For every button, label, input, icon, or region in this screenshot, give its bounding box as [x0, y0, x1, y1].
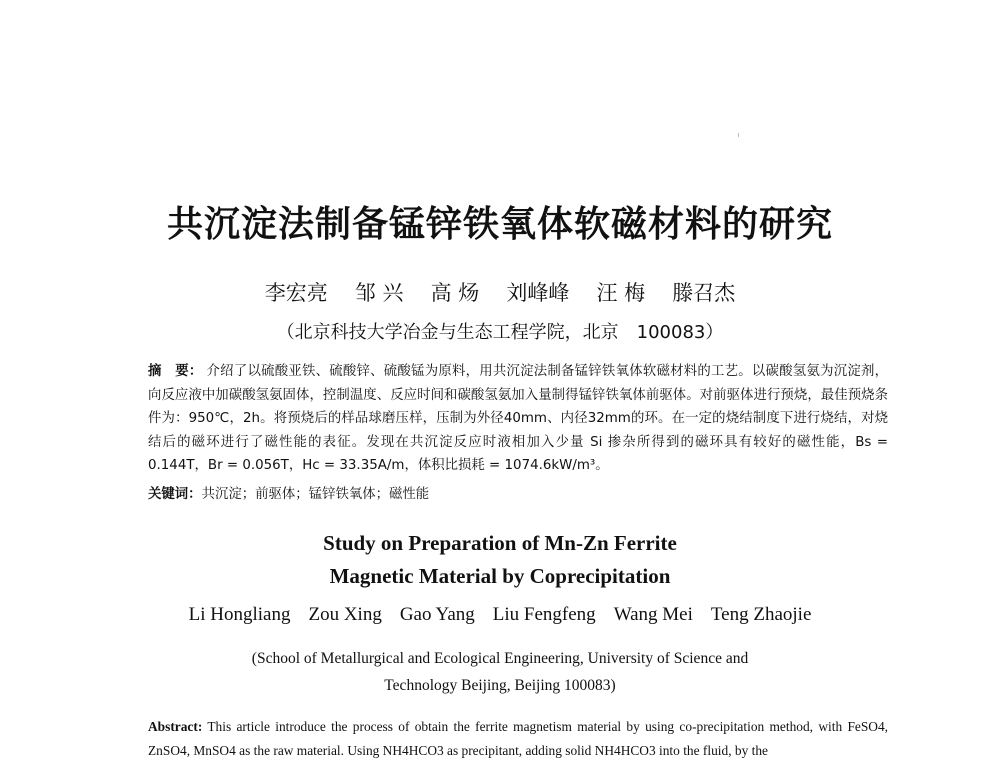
author-en-5: Wang Mei	[613, 604, 693, 625]
author-cn-4: 刘峰峰	[506, 281, 570, 305]
author-cn-2: 邹 兴	[354, 281, 404, 305]
author-cn-3: 高 炀	[430, 281, 480, 305]
authors-english	[0, 604, 1000, 626]
author-en-3: Gao Yang	[399, 604, 475, 625]
keywords-cn-label: 关键词：	[148, 487, 202, 502]
author-en-4: Liu Fengfeng	[492, 604, 596, 625]
abstract-en-text: This article introduce the process of obtain the ferrite magnetism material by using co-precipitation method, with FeSO4, ZnSO4, MnSO4 as the raw material. Using NH4HCO3 as precipitant, adding solid NH4HCO3 into the fluid, by the	[148, 719, 888, 758]
authors-chinese	[0, 277, 1000, 307]
affiliation-en-line-2: Technology Beijing, Beijing 100083)	[384, 677, 616, 694]
abstract-english	[148, 715, 888, 763]
abstract-cn-label: 摘 要：	[148, 364, 203, 379]
abstract-chinese	[148, 360, 888, 478]
author-cn-6: 滕召杰	[672, 281, 736, 305]
title-chinese: 共沉淀法制备锰锌铁氧体软磁材料的研究	[166, 204, 833, 245]
title-en-line-1: Study on Preparation of Mn-Zn Ferrite	[323, 531, 677, 555]
author-cn-1: 李宏亮	[264, 281, 328, 305]
abstract-cn-text: 介绍了以硫酸亚铁、硫酸锌、硫酸锰为原料，用共沉淀法制备锰锌铁氧体软磁材料的工艺。以碳酸氢氨为沉淀剂，向反应液中加碳酸氢氨固体，控制温度、反应时间和碳酸氢氨加入量制得锰锌铁氧体前驱体。对前驱体进行预烧，最佳预烧条件为：950℃，2h。将预烧后的样品球磨压样，压制为外径40mm、内径32mm的环。在一定的烧结制度下进行烧结，对烧结后的磁环进行了磁性能的表征。发现在共沉淀反应时液相加入少量 Si 掺杂所得到的磁环具有较好的磁性能，Bs = 0.144T，Br = 0.056T，Hc = 33.35A/m，体积比损耗 = 1074.6kW/m³。	[148, 364, 889, 473]
author-en-6: Teng Zhaojie	[710, 604, 812, 625]
author-en-2: Zou Xing	[308, 604, 382, 625]
affiliation-chinese: （北京科技大学冶金与生态工程学院，北京 100083）	[276, 322, 724, 343]
author-en-1: Li Hongliang	[188, 604, 291, 625]
affiliation-en-line-1: (School of Metallurgical and Ecological Engineering, University of Science and	[251, 650, 749, 667]
margin-mark	[738, 133, 739, 137]
abstract-en-label: Abstract:	[148, 719, 203, 734]
title-en-line-2: Magnetic Material by Coprecipitation	[329, 564, 671, 588]
title-english	[0, 527, 1000, 593]
author-cn-5: 汪 梅	[596, 281, 646, 305]
affiliation-english	[0, 645, 1000, 699]
keywords-cn-text: 共沉淀；前驱体；锰锌铁氧体；磁性能	[201, 487, 430, 502]
keywords-chinese	[148, 483, 888, 502]
